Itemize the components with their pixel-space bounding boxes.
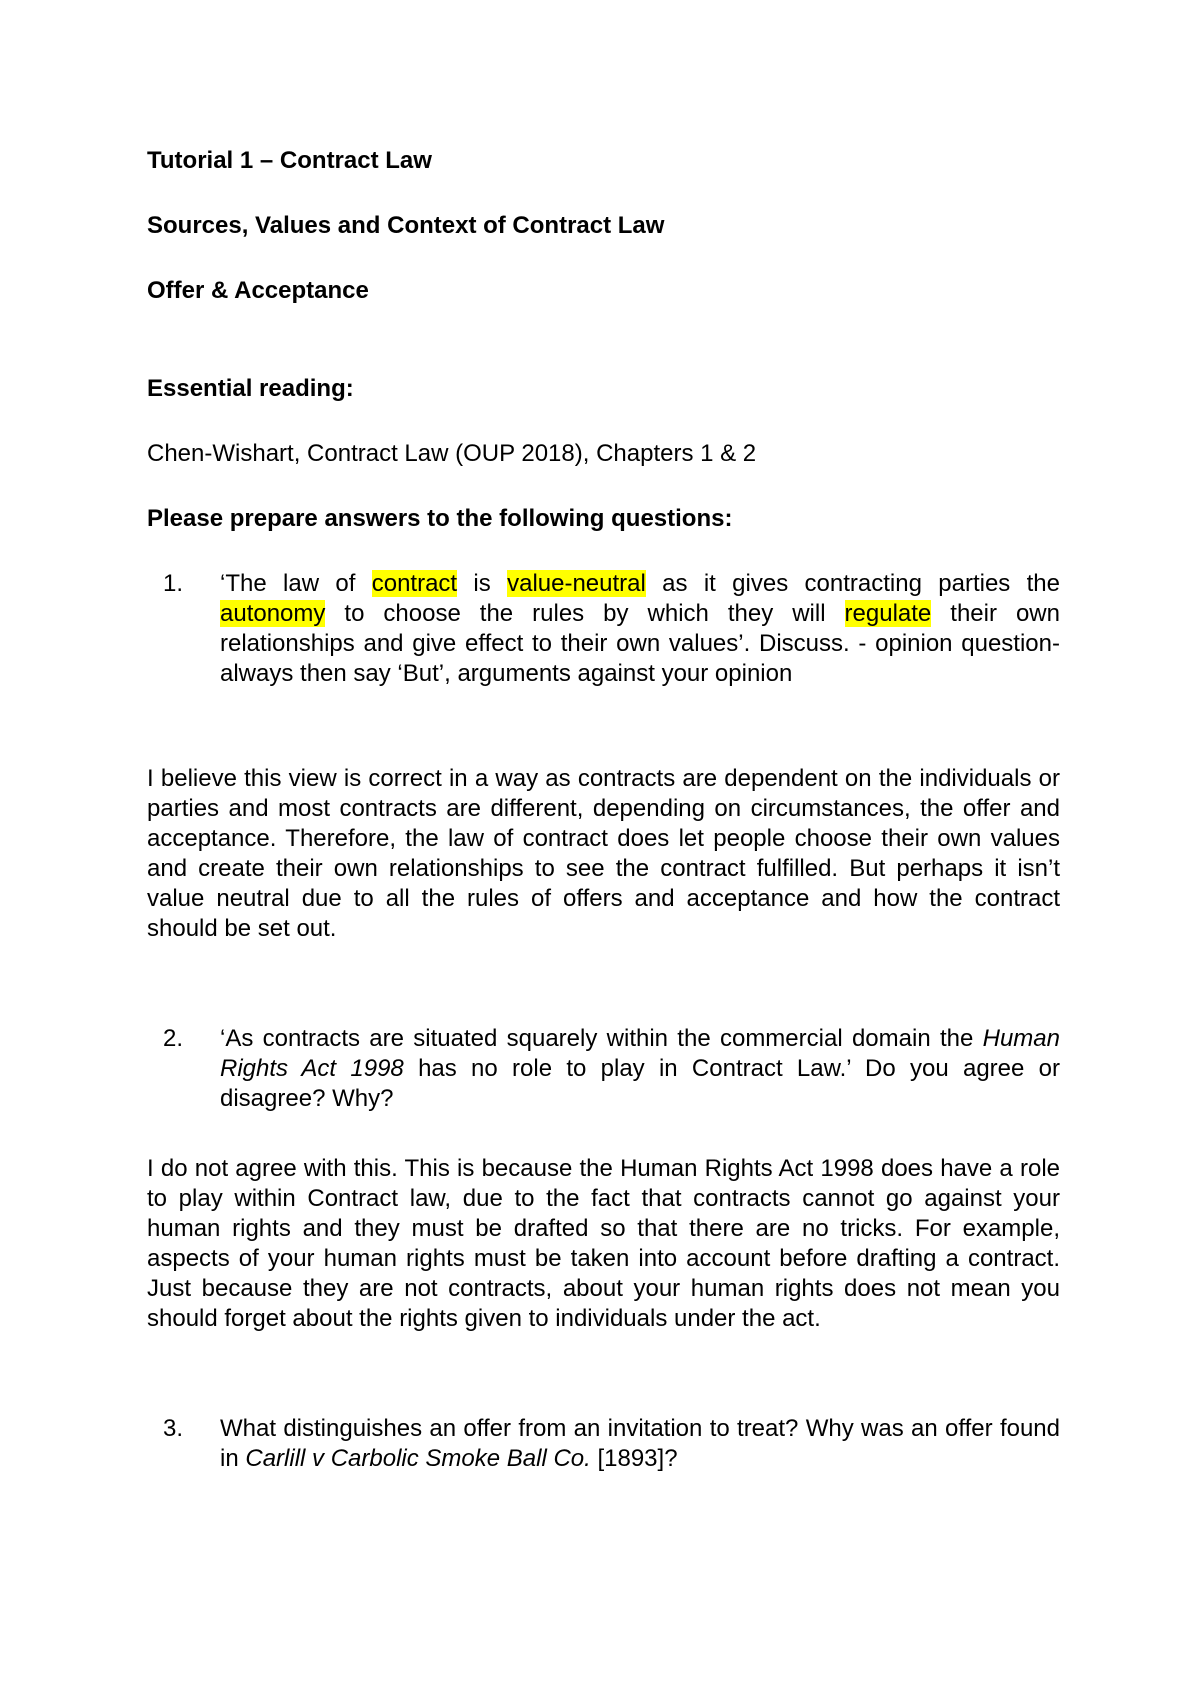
question-number: 1. [163,570,184,597]
essential-reading-heading: Essential reading: [147,375,354,402]
question-text: What distinguishes an offer from an invitation to treat? Why was an offer found in Carlill v Carbolic Smoke Ball Co. [1893]? [220,1415,1060,1472]
question-3 [163,1414,1060,1474]
italic-text: Carlill v Carbolic Smoke Ball Co. [245,1445,591,1472]
answer-2: I do not agree with this. This is because the Human Rights Act 1998 does have a role to play within Contract law, due to the fact that contracts cannot go against your human rights and they must be drafted so that there are no tricks. For example, aspects of your human rights must be taken into account before drafting a contract. Just because they are not contracts, about your human rights does not mean you should forget about the rights given to individuals under the act. [147,1155,1060,1332]
question-text: ‘As contracts are situated squarely within the commercial domain the Human Rights Act 1998 has no role to play in Contract Law.’ Do you agree or disagree? Why? [220,1025,1060,1112]
essential-reading-text: Chen-Wishart, Contract Law (OUP 2018), Chapters 1 & 2 [147,440,757,467]
italic-text: Human Rights Act 1998 [220,1025,1060,1082]
question-number: 2. [163,1025,184,1052]
question-text: ‘The law of contract is value-neutral as it gives contracting parties the autonomy to choose the rules by which they will regulate their own relationships and give effect to their own values’. Discuss. - opinion question- always then say ‘But’, arguments against your opinion [220,570,1061,687]
subtopic-heading: Offer & Acceptance [147,277,369,304]
highlighted-text: regulate [844,600,932,627]
answer-1: I believe this view is correct in a way as contracts are dependent on the individuals or parties and most contracts are different, depending on circumstances, the offer and acceptance. Therefore, the law of contract does let people choose their own values and create their own relationships to see the contract fulfilled. But perhaps it isn’t value neutral due to all the rules of offers and acceptance and how the contract should be set out. [147,765,1060,942]
question-1 [163,569,1061,689]
question-number: 3. [163,1415,184,1442]
prepare-heading: Please prepare answers to the following questions: [147,505,733,532]
tutorial-title: Tutorial 1 – Contract Law [147,147,432,174]
highlighted-text: autonomy [220,600,326,627]
topic-heading: Sources, Values and Context of Contract Law [147,212,665,239]
question-2 [163,1024,1060,1114]
highlighted-text: contract [371,570,458,597]
highlighted-text: value-neutral [507,570,646,597]
